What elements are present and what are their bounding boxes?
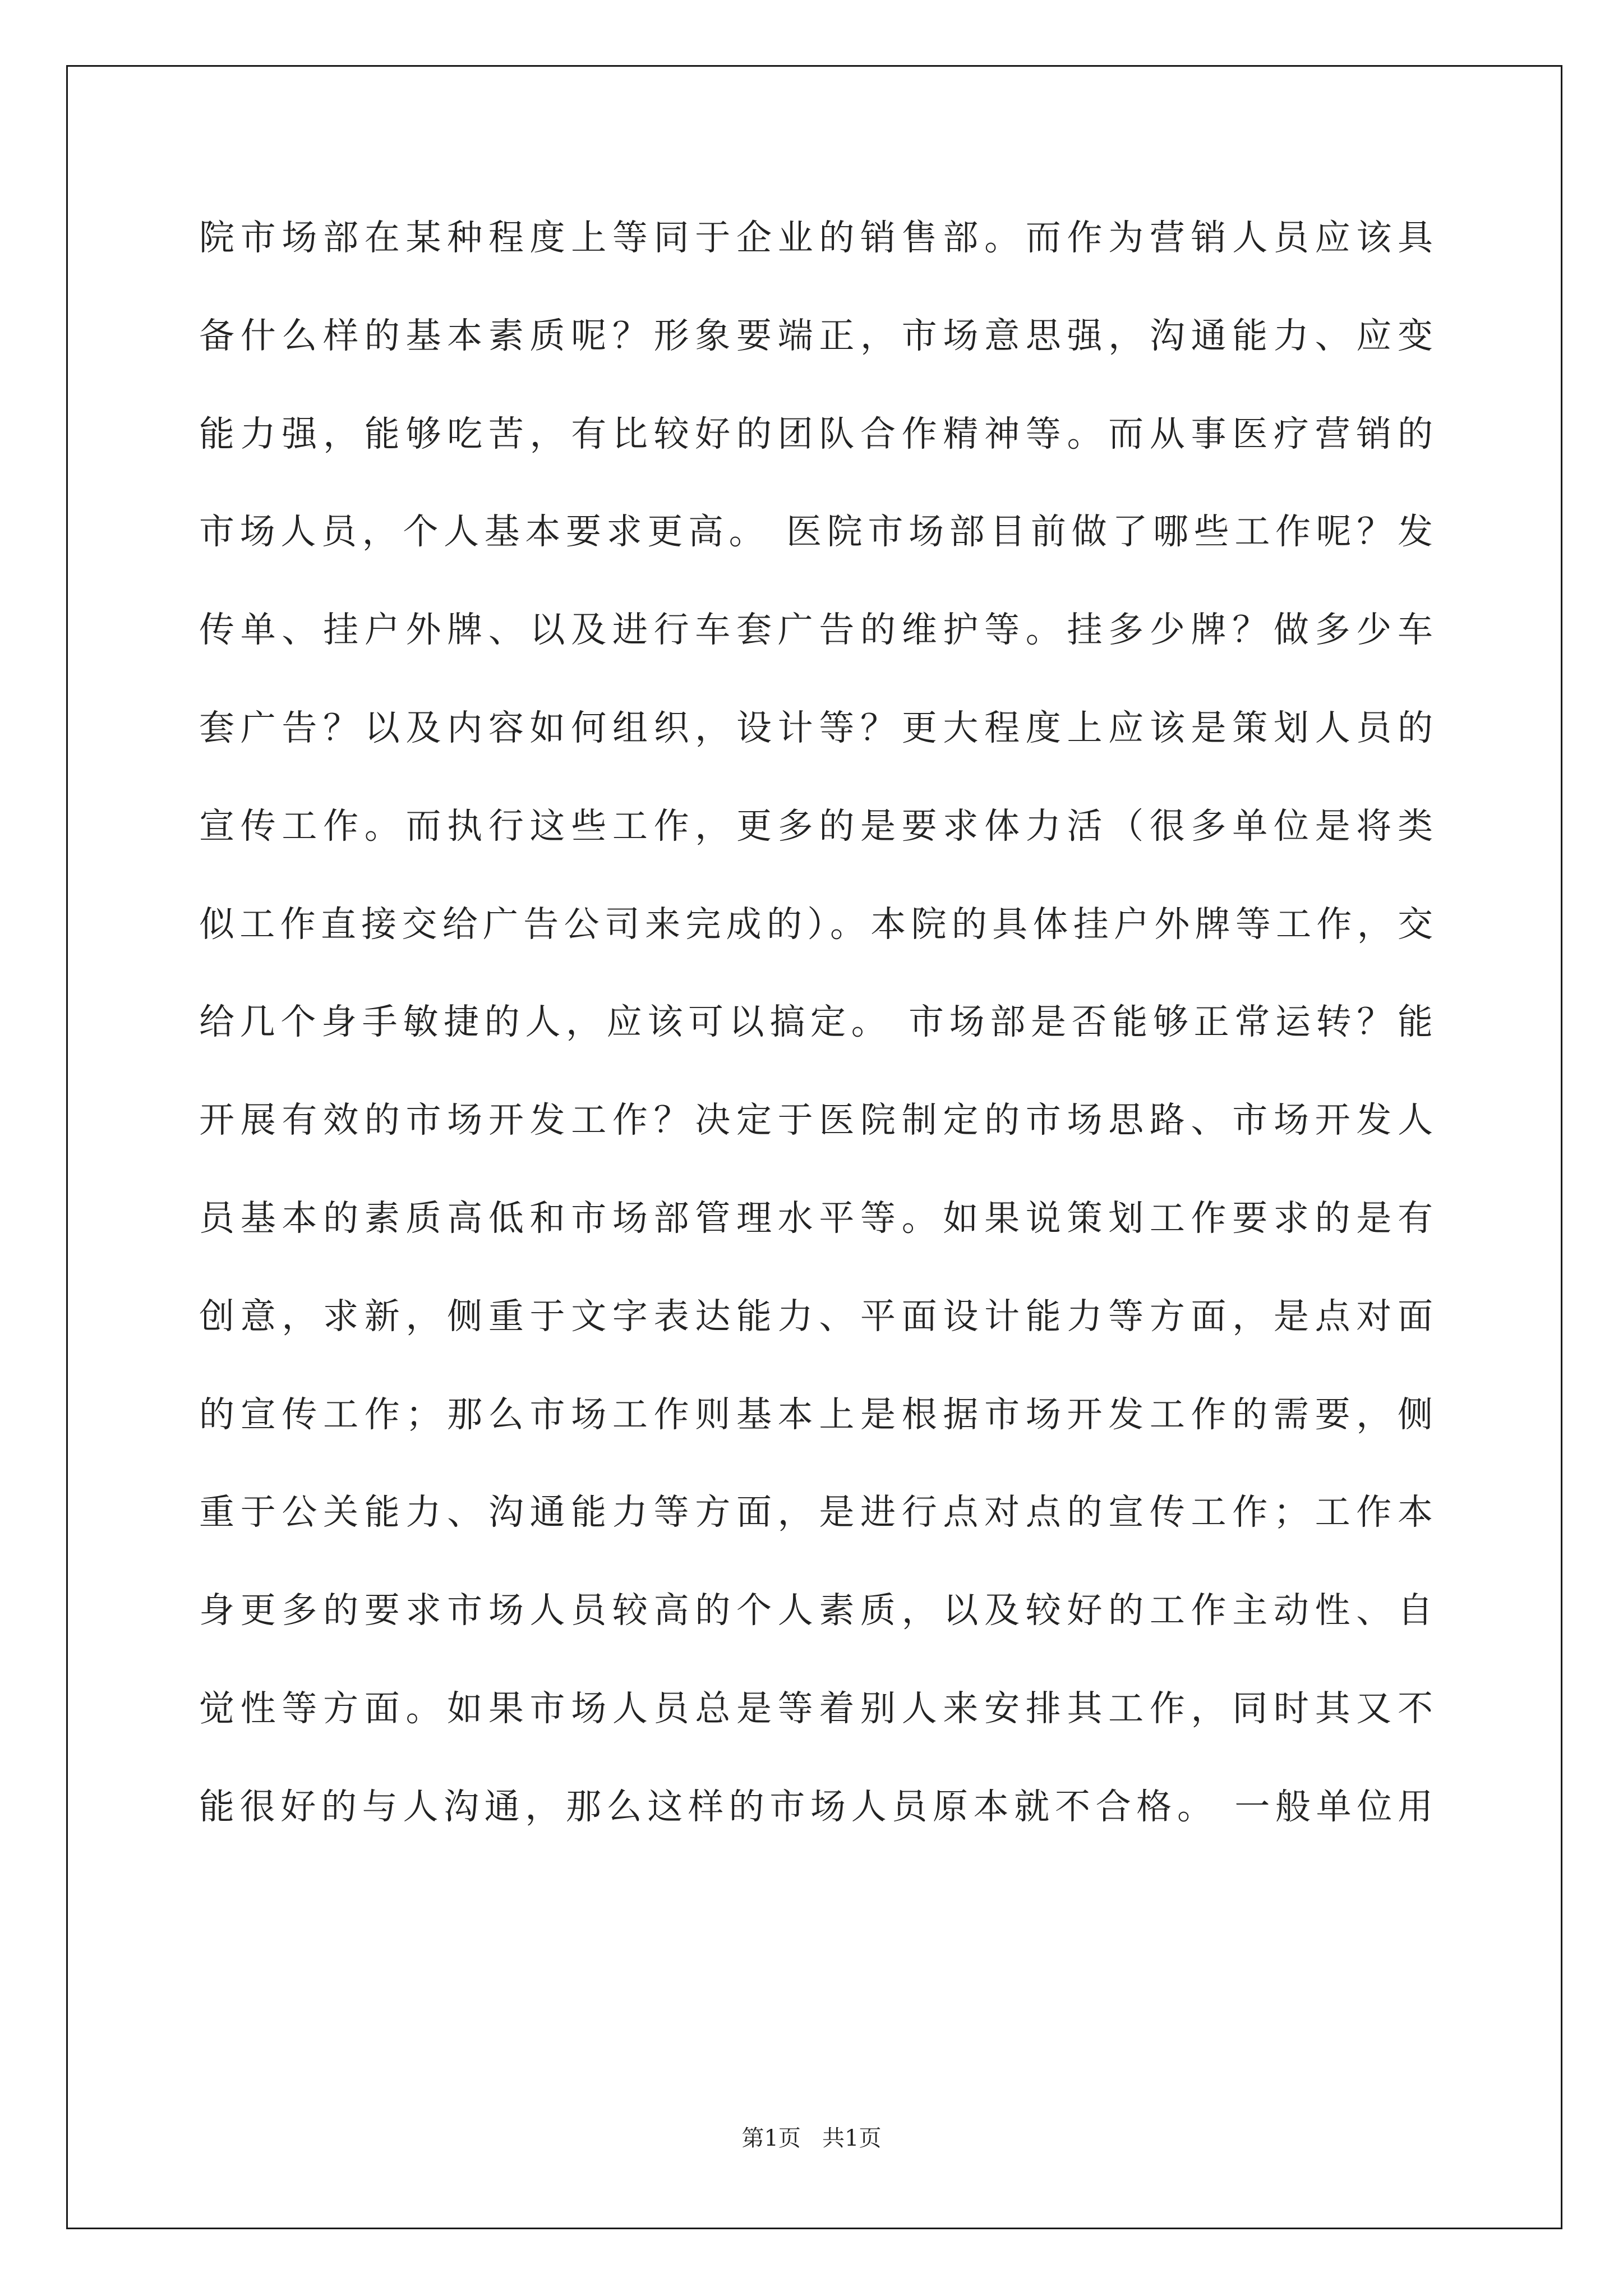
text-line: 员基本的素质高低和市场部管理水平等。如果说策划工作要求的是有 [199, 1197, 1433, 1239]
document-body [199, 213, 1433, 1880]
text-line: 开展有效的市场开发工作？决定于医院制定的市场思路、市场开发人 [199, 1099, 1433, 1141]
text-line: 能力强，能够吃苦，有比较好的团队合作精神等。而从事医疗营销的 [199, 413, 1433, 454]
text-line: 院市场部在某种程度上等同于企业的销售部。而作为营销人员应该具 [199, 217, 1433, 258]
text-line: 创意，求新，侧重于文字表达能力、平面设计能力等方面，是点对面 [199, 1295, 1433, 1337]
page-footer: 第1页 共1页 [741, 2125, 882, 2151]
text-line: 身更多的要求市场人员较高的个人素质，以及较好的工作主动性、自 [199, 1590, 1433, 1631]
text-line: 给几个身手敏捷的人，应该可以搞定。 市场部是否能够正常运转？能 [199, 1001, 1433, 1043]
text-line: 能很好的与人沟通，那么这样的市场人员原本就不合格。 一般单位用 [199, 1786, 1433, 1827]
text-line: 传单、挂户外牌、以及进行车套广告的维护等。挂多少牌？做多少车 [199, 609, 1433, 651]
text-line: 似工作直接交给广告公司来完成的）。本院的具体挂户外牌等工作，交 [199, 903, 1433, 945]
text-line: 觉性等方面。如果市场人员总是等着别人来安排其工作，同时其又不 [199, 1687, 1433, 1729]
text-line: 重于公关能力、沟通能力等方面，是进行点对点的宣传工作；工作本 [199, 1492, 1433, 1533]
text-line: 的宣传工作；那么市场工作则基本上是根据市场开发工作的需要，侧 [199, 1393, 1433, 1435]
text-line: 备什么样的基本素质呢？形象要端正，市场意思强，沟通能力、应变 [199, 315, 1433, 356]
text-line: 套广告？以及内容如何组织，设计等？更大程度上应该是策划人员的 [199, 707, 1433, 748]
text-line: 宣传工作。而执行这些工作，更多的是要求体力活（很多单位是将类 [199, 805, 1433, 846]
text-line: 市场人员，个人基本要求更高。 医院市场部目前做了哪些工作呢？发 [199, 511, 1433, 553]
